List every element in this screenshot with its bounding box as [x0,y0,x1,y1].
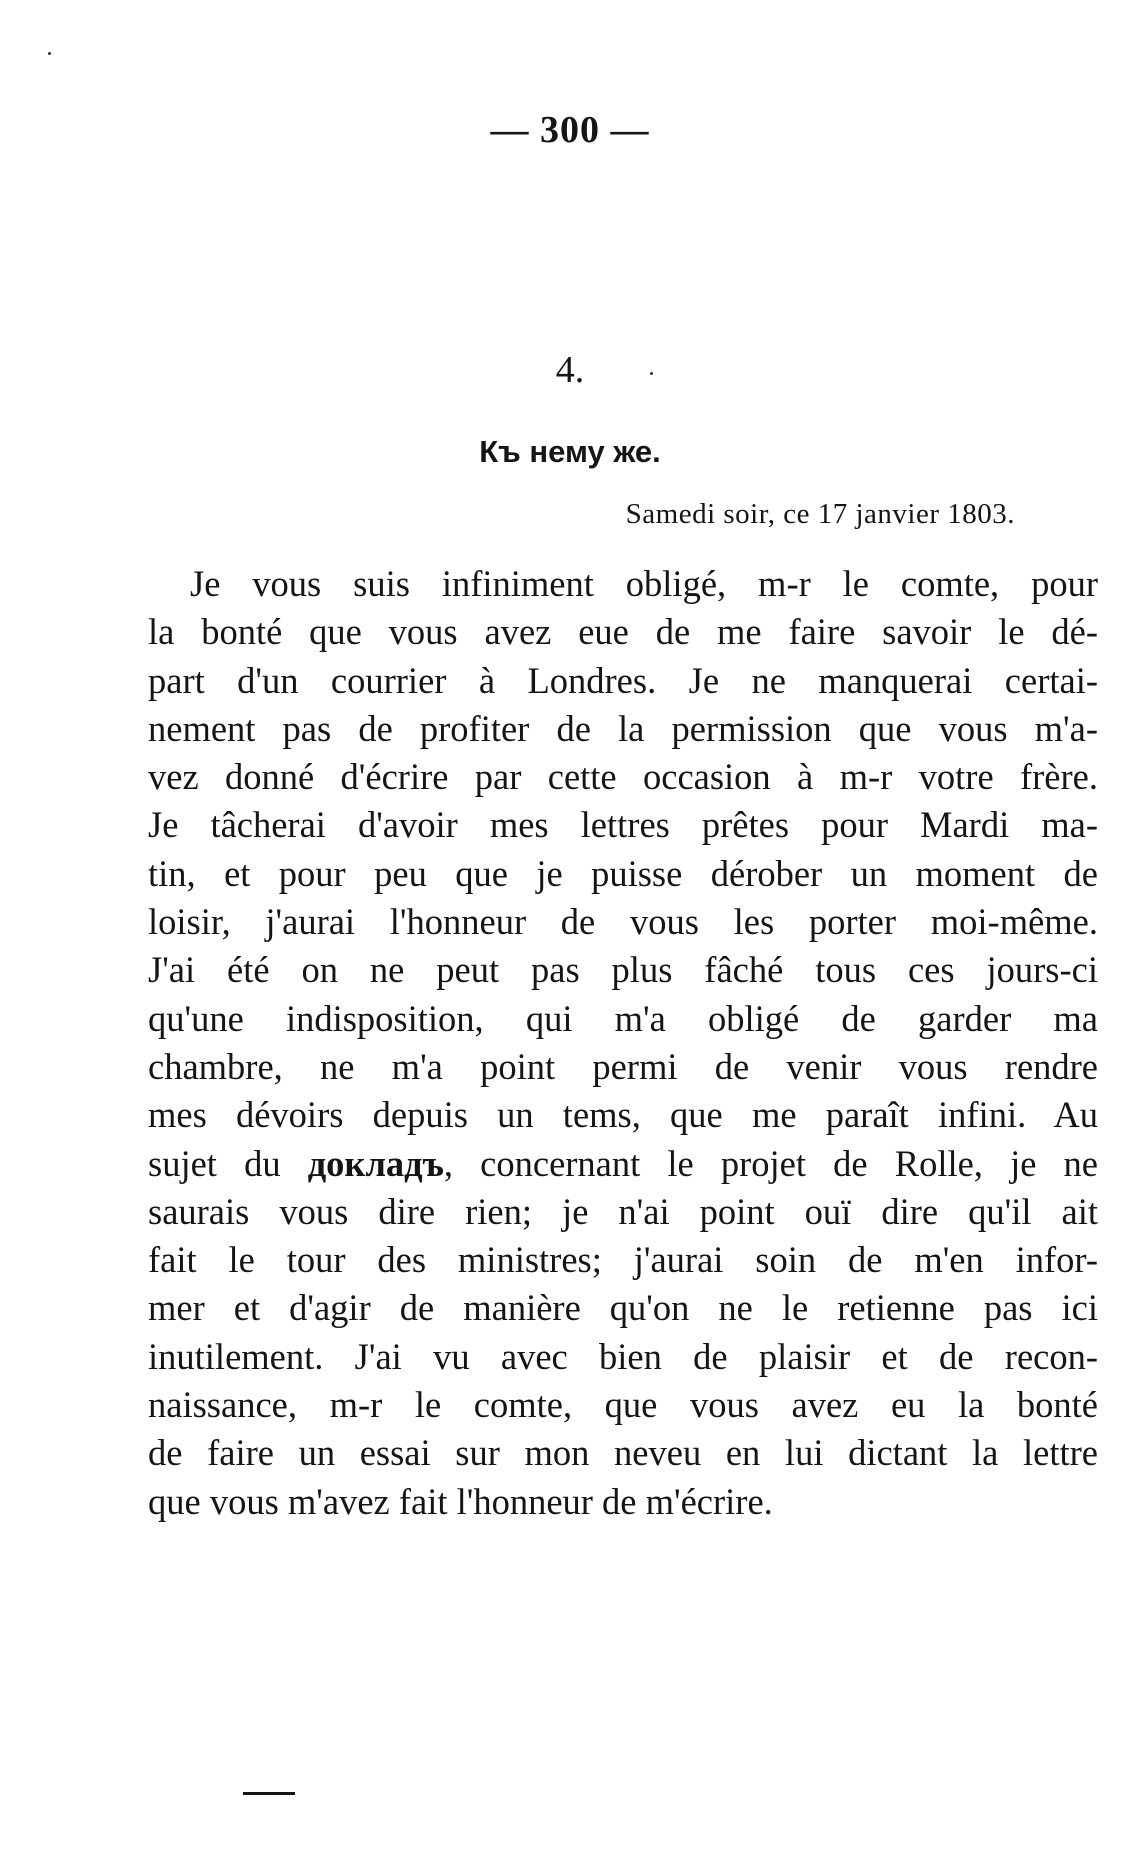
body-line: naissance, m-r le comte, que vous avez eu la bonté [148,1384,1098,1426]
dateline: Samedi soir, ce 17 janvier 1803. [625,498,1015,530]
stray-dot [48,52,51,55]
body-line: inutilement. J'ai vu avec bien de plaisir et de recon- [148,1335,1098,1377]
body-line: mes dévoirs depuis un tems, que me paraît infini. Au [148,1094,1098,1136]
body-line-with-russian-term [148,1140,1098,1188]
body-line: saurais vous dire rien; je n'ai point ouï dire qu'il ait [148,1190,1098,1232]
body-line-last: que vous m'avez fait l'honneur de m'écrire. [148,1480,773,1522]
body-line: chambre, ne m'a point permi de venir vous rendre [148,1045,1098,1087]
body-line-part: sujet du [148,1142,308,1184]
letter-body [148,560,1098,1526]
page-number: — 300 — [490,109,650,151]
body-line: loisir, j'aurai l'honneur de vous les porter moi-même. [148,901,1098,943]
body-line: vez donné d'écrire par cette occasion à m-r votre frère. [148,756,1098,798]
body-line-part: , concernant le projet de Rolle, je ne [443,1142,1098,1184]
footer-rule [243,1792,295,1795]
stray-dot [650,372,653,375]
body-line: la bonté que vous avez eue de me faire savoir le dé- [148,611,1098,653]
body-line: qu'une indisposition, qui m'a obligé de garder ma [148,997,1098,1039]
letter-number: 4. [555,349,585,391]
body-line: Je vous suis infiniment obligé, m-r le comte, pour [190,563,1098,604]
body-line: de faire un essai sur mon neveu en lui dictant la lettre [148,1432,1098,1474]
addressee-heading: Къ нему же. [479,434,661,469]
body-line: mer et d'agir de manière qu'on ne le retienne pas ici [148,1287,1098,1329]
body-line: nement pas de profiter de la permission que vous m'a- [148,707,1098,749]
body-line: fait le tour des ministres; j'aurai soin de m'en infor- [148,1239,1098,1281]
body-line: Je tâcherai d'avoir mes lettres prêtes pour Mardi ma- [148,804,1098,846]
body-line: tin, et pour peu que je puisse dérober un moment de [148,852,1098,894]
body-line: J'ai été on ne peut pas plus fâché tous ces jours-ci [148,949,1098,991]
body-line: part d'un courrier à Londres. Je ne manquerai certai- [148,659,1098,701]
russian-term: докладъ [307,1142,444,1184]
